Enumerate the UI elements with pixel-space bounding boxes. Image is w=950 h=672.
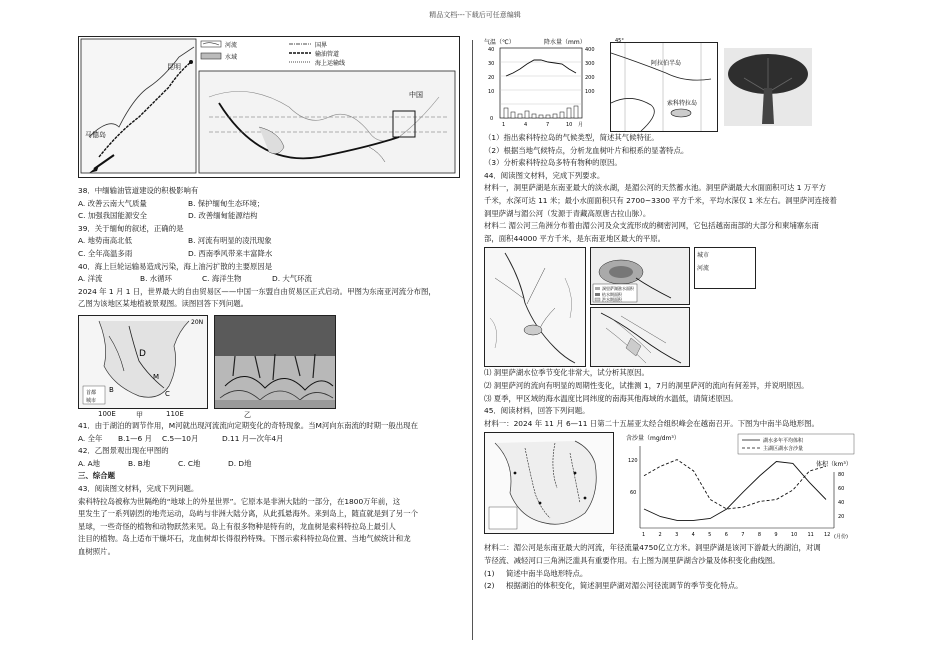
p100: 100 xyxy=(585,89,595,95)
t0: 0 xyxy=(490,116,494,122)
q41-option-b: B.1—6 月 xyxy=(118,433,152,443)
q45-sub-2-num: (2) xyxy=(484,581,495,591)
map-label-d: D xyxy=(139,348,146,359)
q45-sub-1-text: 简述中南半岛地形特点。 xyxy=(506,568,588,578)
q42-option-a: A. A地 xyxy=(78,458,101,468)
q41-text: 41．由于湖泊的调节作用，M河就出现河流流向定期变化的奇特现象。当M河向东南流的时期一般出现在 xyxy=(78,420,418,430)
chart-y1-label: 含沙量（mg/dm³） xyxy=(626,435,680,443)
legend-river-item: 河流 xyxy=(697,265,710,273)
intro2-line1: 2024 年 1 月 1 日，世界最大的自由贸易区——中国一东盟自由贸易区正式启动。甲图为东南亚河流分布图， xyxy=(78,286,436,296)
q38-option-c: C. 加强我国能源安全 xyxy=(78,211,147,221)
t30: 30 xyxy=(488,61,495,67)
mekong-detail-maps xyxy=(590,247,690,367)
m1: 1 xyxy=(502,122,506,128)
madao-label: 马德岛 xyxy=(85,131,106,139)
q42-option-d: D. D地 xyxy=(228,458,252,468)
x-tick-label: 10 xyxy=(790,532,798,539)
column-divider xyxy=(472,40,473,640)
indochina-terrain-map xyxy=(484,432,614,534)
q44-m1-line3: 洞里萨湖与湄公河（发源于青藏高原唐古拉山脉）。 xyxy=(484,208,651,218)
series-line-volume xyxy=(644,462,826,521)
legend-dry: 枯水期面积 xyxy=(602,292,622,298)
mekong-figures xyxy=(484,247,866,367)
q39-option-a: A. 地势南高北低 xyxy=(78,236,132,246)
q38-text: 38．中缅输油管道建设的积极影响有 xyxy=(78,186,199,195)
mekong-delta-map xyxy=(590,307,690,367)
x-tick-label: 7 xyxy=(741,532,745,539)
q40-option-b: B. 水循环 xyxy=(140,274,172,284)
mangrove-photo xyxy=(214,315,336,409)
q45-text: 45．阅读材料，回答下列问题。 xyxy=(484,406,590,416)
q45-sub-2 xyxy=(484,580,866,593)
mangrove-photo-svg xyxy=(215,316,335,408)
socotra-location-map xyxy=(610,38,718,132)
caption-jia: 甲 xyxy=(136,410,143,419)
x-tick-label: 8 xyxy=(757,532,762,539)
map-label-c: C xyxy=(165,389,170,398)
legend-water: 水域 xyxy=(225,54,238,61)
q44-m1-line2: 千米，水深可达 11 米；最小水面面积只有 2700~3300 平方千米，平均水深仅 1 米左右。洞里萨河连接着 xyxy=(484,195,837,205)
q43-para-2: 里发生了一系列剧烈的地壳运动，岛屿与非洲大陆分离，从此孤悬海外。来到岛上，随直就是到了另一个 xyxy=(78,509,418,519)
series-line-sediment xyxy=(644,460,826,509)
y2-120: 120 xyxy=(628,458,638,465)
caption-lon100: 100E xyxy=(98,409,116,418)
lon45: 45° xyxy=(615,38,624,44)
q42-option-b: B. B地 xyxy=(128,458,151,468)
yr-80: 80 xyxy=(838,472,845,479)
q45-m2-line1: 材料二：湄公河是东南亚最大的河流，年径流量4750亿立方米。洞里萨湖是该河下游最大的湖泊，对调 xyxy=(484,543,821,553)
caption-lon110: 110E xyxy=(166,409,184,418)
legend-city-item: 城市 xyxy=(697,252,710,260)
q43-sub-1: （1）指出索科特拉岛的气候类型，简述其气候特征。 xyxy=(484,133,659,142)
x-tick-label: 1 xyxy=(642,532,646,539)
arab-label: 阿拉伯半岛 xyxy=(651,60,682,67)
x-tick-label: 9 xyxy=(774,532,778,539)
lake-chart-xticks xyxy=(642,532,830,538)
q41-option-a: A. 全年 xyxy=(78,433,103,443)
q38-option-b: B. 保护缅甸生态环境； xyxy=(188,198,265,208)
m4: 4 xyxy=(524,122,528,128)
china-label: 中国 xyxy=(409,91,423,99)
t20: 20 xyxy=(488,75,495,81)
x-tick-label: 3 xyxy=(675,532,679,539)
pipeline-map-svg xyxy=(79,37,459,177)
chart-y2-label: 体积（km³） xyxy=(816,461,852,469)
mekong-basin-map xyxy=(484,247,586,367)
indochina-map-svg xyxy=(485,433,613,533)
legend-river: 河流 xyxy=(225,42,238,49)
legend-pipeline: 输油管道 xyxy=(315,51,340,58)
dragon-tree-svg xyxy=(724,48,812,126)
q45-sub-2-text: 根据湖泊的体积变化，简述洞里萨湖对湄公河径流调节的季节变化特点。 xyxy=(506,581,743,591)
q45-sub-1 xyxy=(484,568,866,581)
legend-capital: 首都 xyxy=(86,389,97,396)
q42-options xyxy=(78,458,460,471)
tonle-sap-chart xyxy=(620,432,862,542)
map-label-lat20: 20N xyxy=(191,318,204,326)
header-note: 精品文档---下载后可任意编辑 xyxy=(429,11,521,19)
q39-option-c: C. 全年高温多雨 xyxy=(78,248,133,258)
section-3-heading: 三、综合题 xyxy=(78,471,115,481)
yr-20: 20 xyxy=(838,514,845,521)
q45-sub-1-num: (1) xyxy=(484,568,495,578)
lake-chart-svg xyxy=(620,432,862,542)
x-tick-label: 2 xyxy=(658,532,662,539)
q43-para-4: 注目的植物。岛上适布干燥坏石，龙血树却长得很矜特殊。下图示索科特拉岛位置、当地气候统计和龙 xyxy=(78,534,411,544)
x-tick-label: 5 xyxy=(708,532,712,539)
legend-flood: 洪水期面积 xyxy=(602,297,622,303)
month-unit: 月 xyxy=(578,122,584,128)
precip-axis-label: 降水量（mm） xyxy=(544,39,586,46)
q44-text: 44．阅读图文材料，完成下列要求。 xyxy=(484,170,605,180)
q45-m2-line2: 节径流、减轻河口三角洲泛滥具有重要作用。右上图为洞里萨湖含沙量及体积变化曲线图。 xyxy=(484,555,780,565)
q38-options xyxy=(78,198,460,211)
q39-text: 39．关于缅甸的叙述，正确的是 xyxy=(78,223,184,233)
southeast-asia-figures xyxy=(78,315,460,409)
q39-option-b: B. 河流有明显的凌汛现象 xyxy=(188,236,272,246)
tonle-sap-svg xyxy=(591,248,689,304)
q43-sub-3: （3）分析索科特拉岛多特有物种的原因。 xyxy=(484,158,622,168)
caption-yi: 乙 xyxy=(244,410,251,419)
left-column xyxy=(78,36,460,558)
lake-chart-marks xyxy=(644,460,826,521)
x-tick-label: 6 xyxy=(724,532,728,539)
q40-option-d: D. 大气环流 xyxy=(272,274,312,284)
mekong-basin-svg xyxy=(485,248,585,366)
t10: 10 xyxy=(488,89,495,95)
legend-border: 国界 xyxy=(315,42,328,49)
legend-sea-route: 海上运输线 xyxy=(315,60,346,67)
temp-axis-label: 气温（℃） xyxy=(484,39,515,46)
socotra-label: 索科特拉岛 xyxy=(667,100,698,107)
q38-option-d: D. 改善缅甸能源结构 xyxy=(188,211,258,221)
q41-options xyxy=(78,433,460,446)
yr-60: 60 xyxy=(838,486,845,493)
kunming-label: 昆明 xyxy=(167,63,181,71)
q38-options-2 xyxy=(78,210,460,223)
right-column xyxy=(484,36,866,593)
dragon-blood-tree-photo xyxy=(724,48,812,126)
p400: 400 xyxy=(585,47,595,53)
q41-option-d: D.11 月—次年4月 xyxy=(222,433,284,443)
map-label-m: M xyxy=(153,372,160,381)
q44-sub-2: ⑵ 洞里萨河的流向有明显的周期性变化，试推测 1，7月的洞里萨河的流向有何差异，并说明原因。 xyxy=(484,380,809,390)
y2-60: 60 xyxy=(630,490,637,497)
p300: 300 xyxy=(585,61,595,67)
q43-para-5: 血树照片。 xyxy=(78,546,115,556)
q44-m1-line1: 材料一，洞里萨湖是东南亚最大的淡水湖，是湄公河的天然蓄水池。洞里萨湖最大水面面积可达 1 万平方 xyxy=(484,183,826,193)
socotra-map-svg xyxy=(611,38,717,131)
climate-chart-svg xyxy=(484,36,604,132)
map-label-b: B xyxy=(109,385,114,394)
yr-40: 40 xyxy=(838,500,845,507)
q43-para-3: 星球，一些奇怪的植物和动物跃然来见。岛上有很多物种是特有的，龙血树是索科特拉岛上最引人 xyxy=(78,521,396,531)
x-tick-label: 11 xyxy=(807,532,814,539)
southeast-asia-river-map xyxy=(78,315,208,409)
q40-option-c: C. 海洋生物 xyxy=(202,274,242,284)
m10: 10 xyxy=(566,122,573,128)
pipeline-map-figure xyxy=(78,36,460,178)
chart-legend-sediment: 主湖区湖水含沙量 xyxy=(763,446,804,453)
intro2-line2: 乙图为该地区某地植被景观图。读图回答下列问题。 xyxy=(78,299,248,309)
t40: 40 xyxy=(488,47,495,53)
q43-sub-2: （2）根据当地气候特点，分析龙血树叶片和根系的显著特点。 xyxy=(484,145,689,155)
socotra-figures xyxy=(484,36,866,132)
q43-text: 43．阅读图文材料，完成下列问题。 xyxy=(78,483,199,493)
indochina-figures xyxy=(484,432,866,542)
legend-lake-rise: 洞里萨湖涨水面积 xyxy=(602,286,634,292)
p200: 200 xyxy=(585,75,595,81)
x-tick-label: 12 xyxy=(824,532,831,539)
q44-sub-1: ⑴ 洞里萨湖水位季节变化非常大，试分析其原因。 xyxy=(484,368,649,378)
q42-option-c: C. C地 xyxy=(178,458,201,468)
q38-option-a: A. 改善云南大气质量 xyxy=(78,198,147,208)
q39-options-2 xyxy=(78,248,460,261)
q42-text: 42．乙图景观出现在甲图的 xyxy=(78,446,169,456)
q39-option-d: D. 西南季风带来丰富降水 xyxy=(188,248,273,258)
se-asia-map-svg xyxy=(79,316,207,408)
map-legend-box xyxy=(694,247,756,289)
fig2-captions xyxy=(78,410,460,420)
q40-option-a: A. 洋流 xyxy=(78,274,103,284)
legend-city: 城市 xyxy=(86,397,97,404)
x-tick-label: 4 xyxy=(691,532,695,539)
m7: 7 xyxy=(546,122,550,128)
chart-month-unit: (月份) xyxy=(834,534,848,541)
climate-chart xyxy=(484,36,604,132)
mekong-delta-svg xyxy=(591,308,689,366)
tonle-sap-map xyxy=(590,247,690,305)
chart-legend-volume: 湖水多年平均体积 xyxy=(763,438,804,445)
q39-options xyxy=(78,235,460,248)
q40-options xyxy=(78,273,460,286)
q40-text: 40．海上巨轮运输易造成污染，海上油污扩散的主要原因是 xyxy=(78,261,273,271)
q44-sub-3: ⑶ 夏季，甲区域的海水温度比同纬度的南海其他海域的水温低，请简述原因。 xyxy=(484,393,738,403)
q43-para-1: 索科特拉岛被称为世隔绝的“地球上的外星世界”。它原本是非洲大陆的一部分，在1800万年前，这 xyxy=(78,496,401,506)
q44-m2-line1: 材料二 湄公河三角洲分布着由湄公河及众支流形成的稠密河网，它包括越南南部的大部分和柬埔寨东南 xyxy=(484,221,819,231)
q41-option-c: C.5—10月 xyxy=(162,433,199,443)
q44-m2-line2: 部，面积44000 平方千米，是东南亚地区最大的平原。 xyxy=(484,233,666,243)
q45-material1: 材料一：2024 年 11 月 6—11 日第二十五届亚太经合组织峰会在越南召开。下图为中南半岛地形图。 xyxy=(484,418,819,428)
